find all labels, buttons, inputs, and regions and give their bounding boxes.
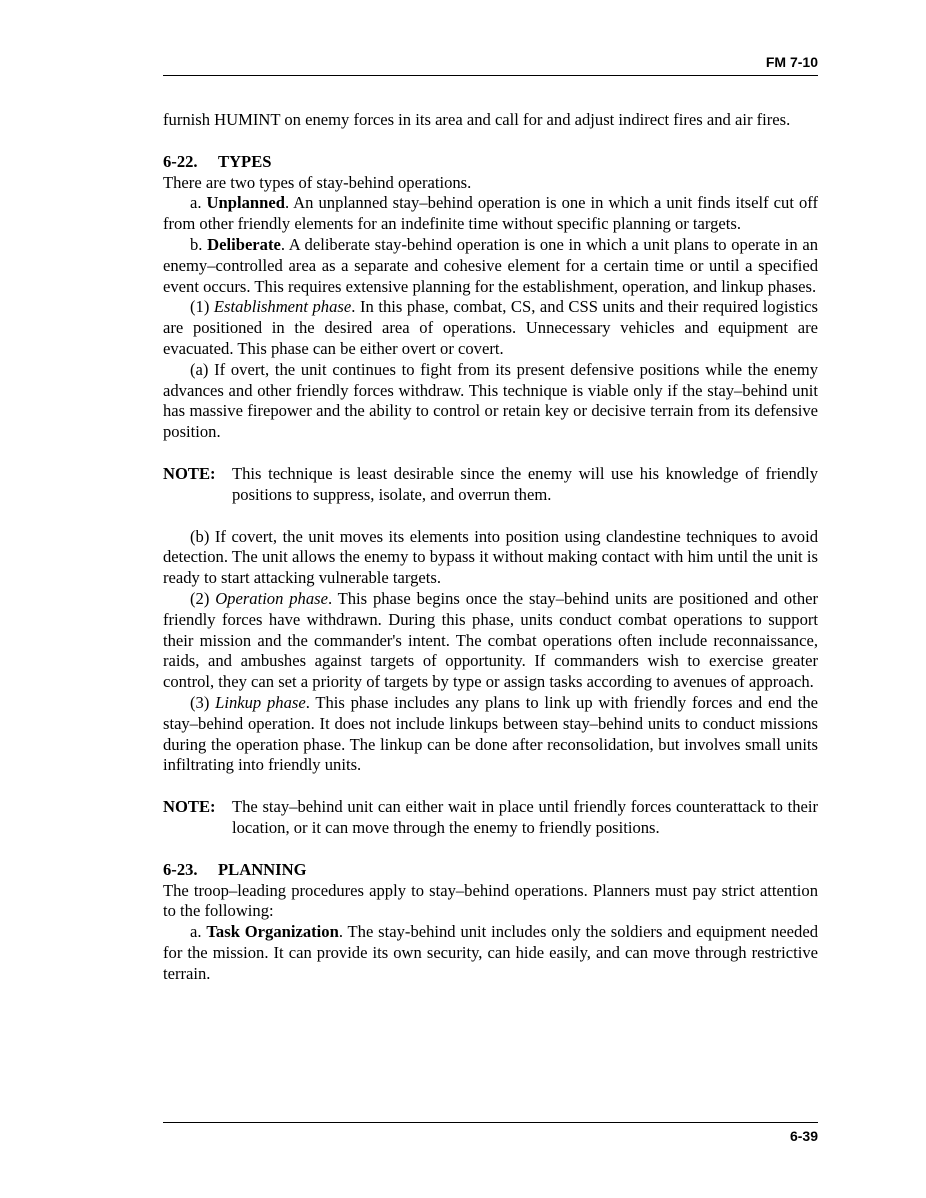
para-operation-phase [163, 589, 818, 693]
para-prefix: (1) [190, 297, 214, 317]
planning-lead: The troop–leading procedures apply to stay–behind operations. Planners must pay strict attention to the following: [163, 880, 818, 921]
note-text: This technique is least desirable since the enemy will use his knowledge of friendly positions to suppress, isolate, and overrun them. [232, 463, 818, 504]
note-text: The stay–behind unit can either wait in place until friendly forces counterattack to their location, or it can move through the enemy to friendly positions. [232, 797, 818, 837]
intro-paragraph: furnish HUMINT on enemy forces in its area and call for and adjust indirect fires and air fires. [163, 110, 791, 129]
section-title: TYPES [218, 151, 272, 171]
header-rule [163, 75, 818, 76]
types-lead: There are two types of stay-behind operations. [163, 172, 472, 192]
para-prefix: a. [190, 193, 207, 213]
note-label: NOTE: [163, 463, 216, 483]
section-title: PLANNING [218, 859, 307, 879]
term-establishment-phase: Establishment phase [213, 297, 352, 317]
section-number: 6-22. [163, 151, 198, 171]
section-number: 6-23. [163, 859, 198, 879]
para-text: . An unplanned stay–behind operation is one in which a unit finds itself cut off from other friendly elements for an indefinite time without specific planning or targets. [163, 193, 818, 234]
para-task-organization [163, 922, 818, 984]
note-label: NOTE: [163, 797, 216, 817]
section-heading-planning [163, 860, 818, 881]
para-text: . In this phase, combat, CS, and CSS units and their required logistics are positioned in the desired area of operations. Unnecessary vehicles and equipment are evacuated. This phase can be either overt or covert. [163, 297, 819, 358]
footer-rule [163, 1122, 818, 1123]
note-box-1 [163, 464, 818, 506]
para-overt: (a) If overt, the unit continues to fight from its present defensive positions while the enemy advances and other friendly forces withdraw. This technique is viable only if the stay–behind unit has massive firepower and the ability to control or retain key or decisive terrain from its defensive position. [163, 359, 818, 442]
para-prefix: (3) [190, 692, 216, 712]
para-linkup-phase [163, 693, 818, 776]
para-prefix: b. [190, 234, 208, 254]
term-operation-phase: Operation phase [215, 588, 328, 608]
term-task-organization: Task Organization [206, 922, 339, 942]
para-prefix: (2) [190, 588, 216, 608]
para-text: . The stay-behind unit includes only the soldiers and equipment needed for the mission. It can provide its own security, can hide easily, and can move through restrictive terrain. [163, 922, 818, 983]
para-deliberate [163, 235, 818, 297]
para-prefix: a. [190, 922, 207, 942]
term-linkup-phase: Linkup phase [215, 692, 306, 712]
term-unplanned: Unplanned [206, 193, 285, 213]
section-heading-types [163, 152, 818, 173]
note-box-2 [163, 797, 818, 839]
para-text: . A deliberate stay-behind operation is one in which a unit plans to operate in an enemy–controlled area as a separate and cohesive element for a certain time or until a specified event occurs. This requires extensive planning for the establishment, operation, and linkup phases. [163, 234, 819, 296]
footer-page-number: 6-39 [789, 1128, 818, 1144]
para-text: . This phase includes any plans to link up with friendly forces and end the stay–behind operation. It does not include linkups between stay–behind units to conduct missions during the operation phase. The linkup can be done after reconsolidation, but involves small units infiltrating into friendly units. [163, 692, 818, 775]
para-covert: (b) If covert, the unit moves its elements into position using clandestine techniques to avoid detection. The unit allows the enemy to bypass it without making contact with him until the unit is ready to start attacking vulnerable targets. [163, 526, 818, 588]
page-body [163, 110, 818, 984]
para-unplanned [163, 193, 818, 235]
para-establishment-phase [163, 297, 818, 359]
para-text: . This phase begins once the stay–behind units are positioned and other friendly forces have withdrawn. During this phase, units conduct combat operations to support their mission and the commander's intent. The combat operations often include reconnaissance, raids, and ambushes against targets of opportunity. If commanders wish to exercise greater control, they can set a priority of targets by type or assign tasks according to avenues of approach. [163, 588, 819, 692]
header-doc-id: FM 7-10 [765, 54, 818, 70]
term-deliberate: Deliberate [207, 234, 281, 254]
